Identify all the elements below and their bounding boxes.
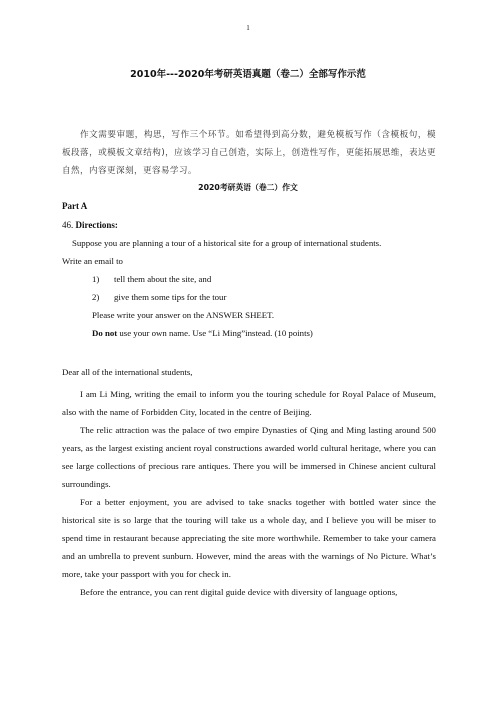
essay-paragraph: Before the entrance, you can rent digital guide device with diversity of language options,: [80, 587, 398, 597]
prompt-line-2: Write an email to: [62, 256, 123, 266]
part-label: Part A: [62, 201, 88, 211]
list-item-number: 2): [92, 292, 100, 302]
intro-paragraph: 作文需要审题，构思，写作三个环节。如希望得到高分数，避免模板写作（含模板句，模板段落，或模板文章结构)，应该学习自己创造，实际上，创造性写作，更能拓展思维，表达更自然，内容更深刻，更容易学习。: [62, 130, 436, 176]
email-salutation: Dear all of the international students,: [62, 367, 193, 377]
essay-body: [62, 385, 436, 601]
essay-paragraph: The relic attraction was the palace of two empire Dynasties of Qing and Ming lasting around 500 years, as the largest existing ancient royal constructions awarded world cultural heritage, where you can see large collections of precious rare antiques. There you will be immersed in Chinese ancient cultural surroundings.: [62, 425, 436, 489]
page-number: 1: [246, 24, 250, 32]
list-item-text: tell them about the site, and: [114, 274, 212, 284]
essay-paragraph: I am Li Ming, writing the email to inform you the touring schedule for Royal Palace of Museum, also with the name of Forbidden City, located in the centre of Beijing.: [62, 389, 436, 417]
prompt-list-item: [92, 274, 211, 284]
name-instruction-bold: Do not: [92, 328, 118, 338]
essay-paragraph: For a better enjoyment, you are advised to take snacks together with bottled water since the historical site is so large that the touring will take us a whole day, and I believe you will be miser to spend time in restaurant because appreciating the site more worthwhile. Remember to take your camera and an umbrella to prevent sunburn. However, mind the areas with the warnings of No Picture. What’s more, take your passport with you for check in.: [62, 497, 436, 579]
prompt-line-1: Suppose you are planning a tour of a historical site for a group of international students.: [72, 238, 382, 248]
directions-heading: [62, 220, 118, 230]
name-instruction-rest: use your own name. Use “Li Ming”instead. (10 points): [117, 328, 313, 338]
list-item-number: 1): [92, 274, 100, 284]
answer-sheet-instruction: Please write your answer on the ANSWER SHEET.: [92, 310, 275, 320]
question-number: 46.: [62, 220, 74, 230]
prompt-list-item: [92, 292, 226, 302]
document-title: 2010年---2020年考研英语真题（卷二）全部写作示范: [130, 69, 366, 80]
list-item-text: give them some tips for the tour: [114, 292, 227, 302]
name-instruction: [92, 328, 313, 338]
section-title: 2020考研英语（卷二）作文: [198, 183, 298, 192]
directions-label: Directions:: [75, 220, 118, 230]
